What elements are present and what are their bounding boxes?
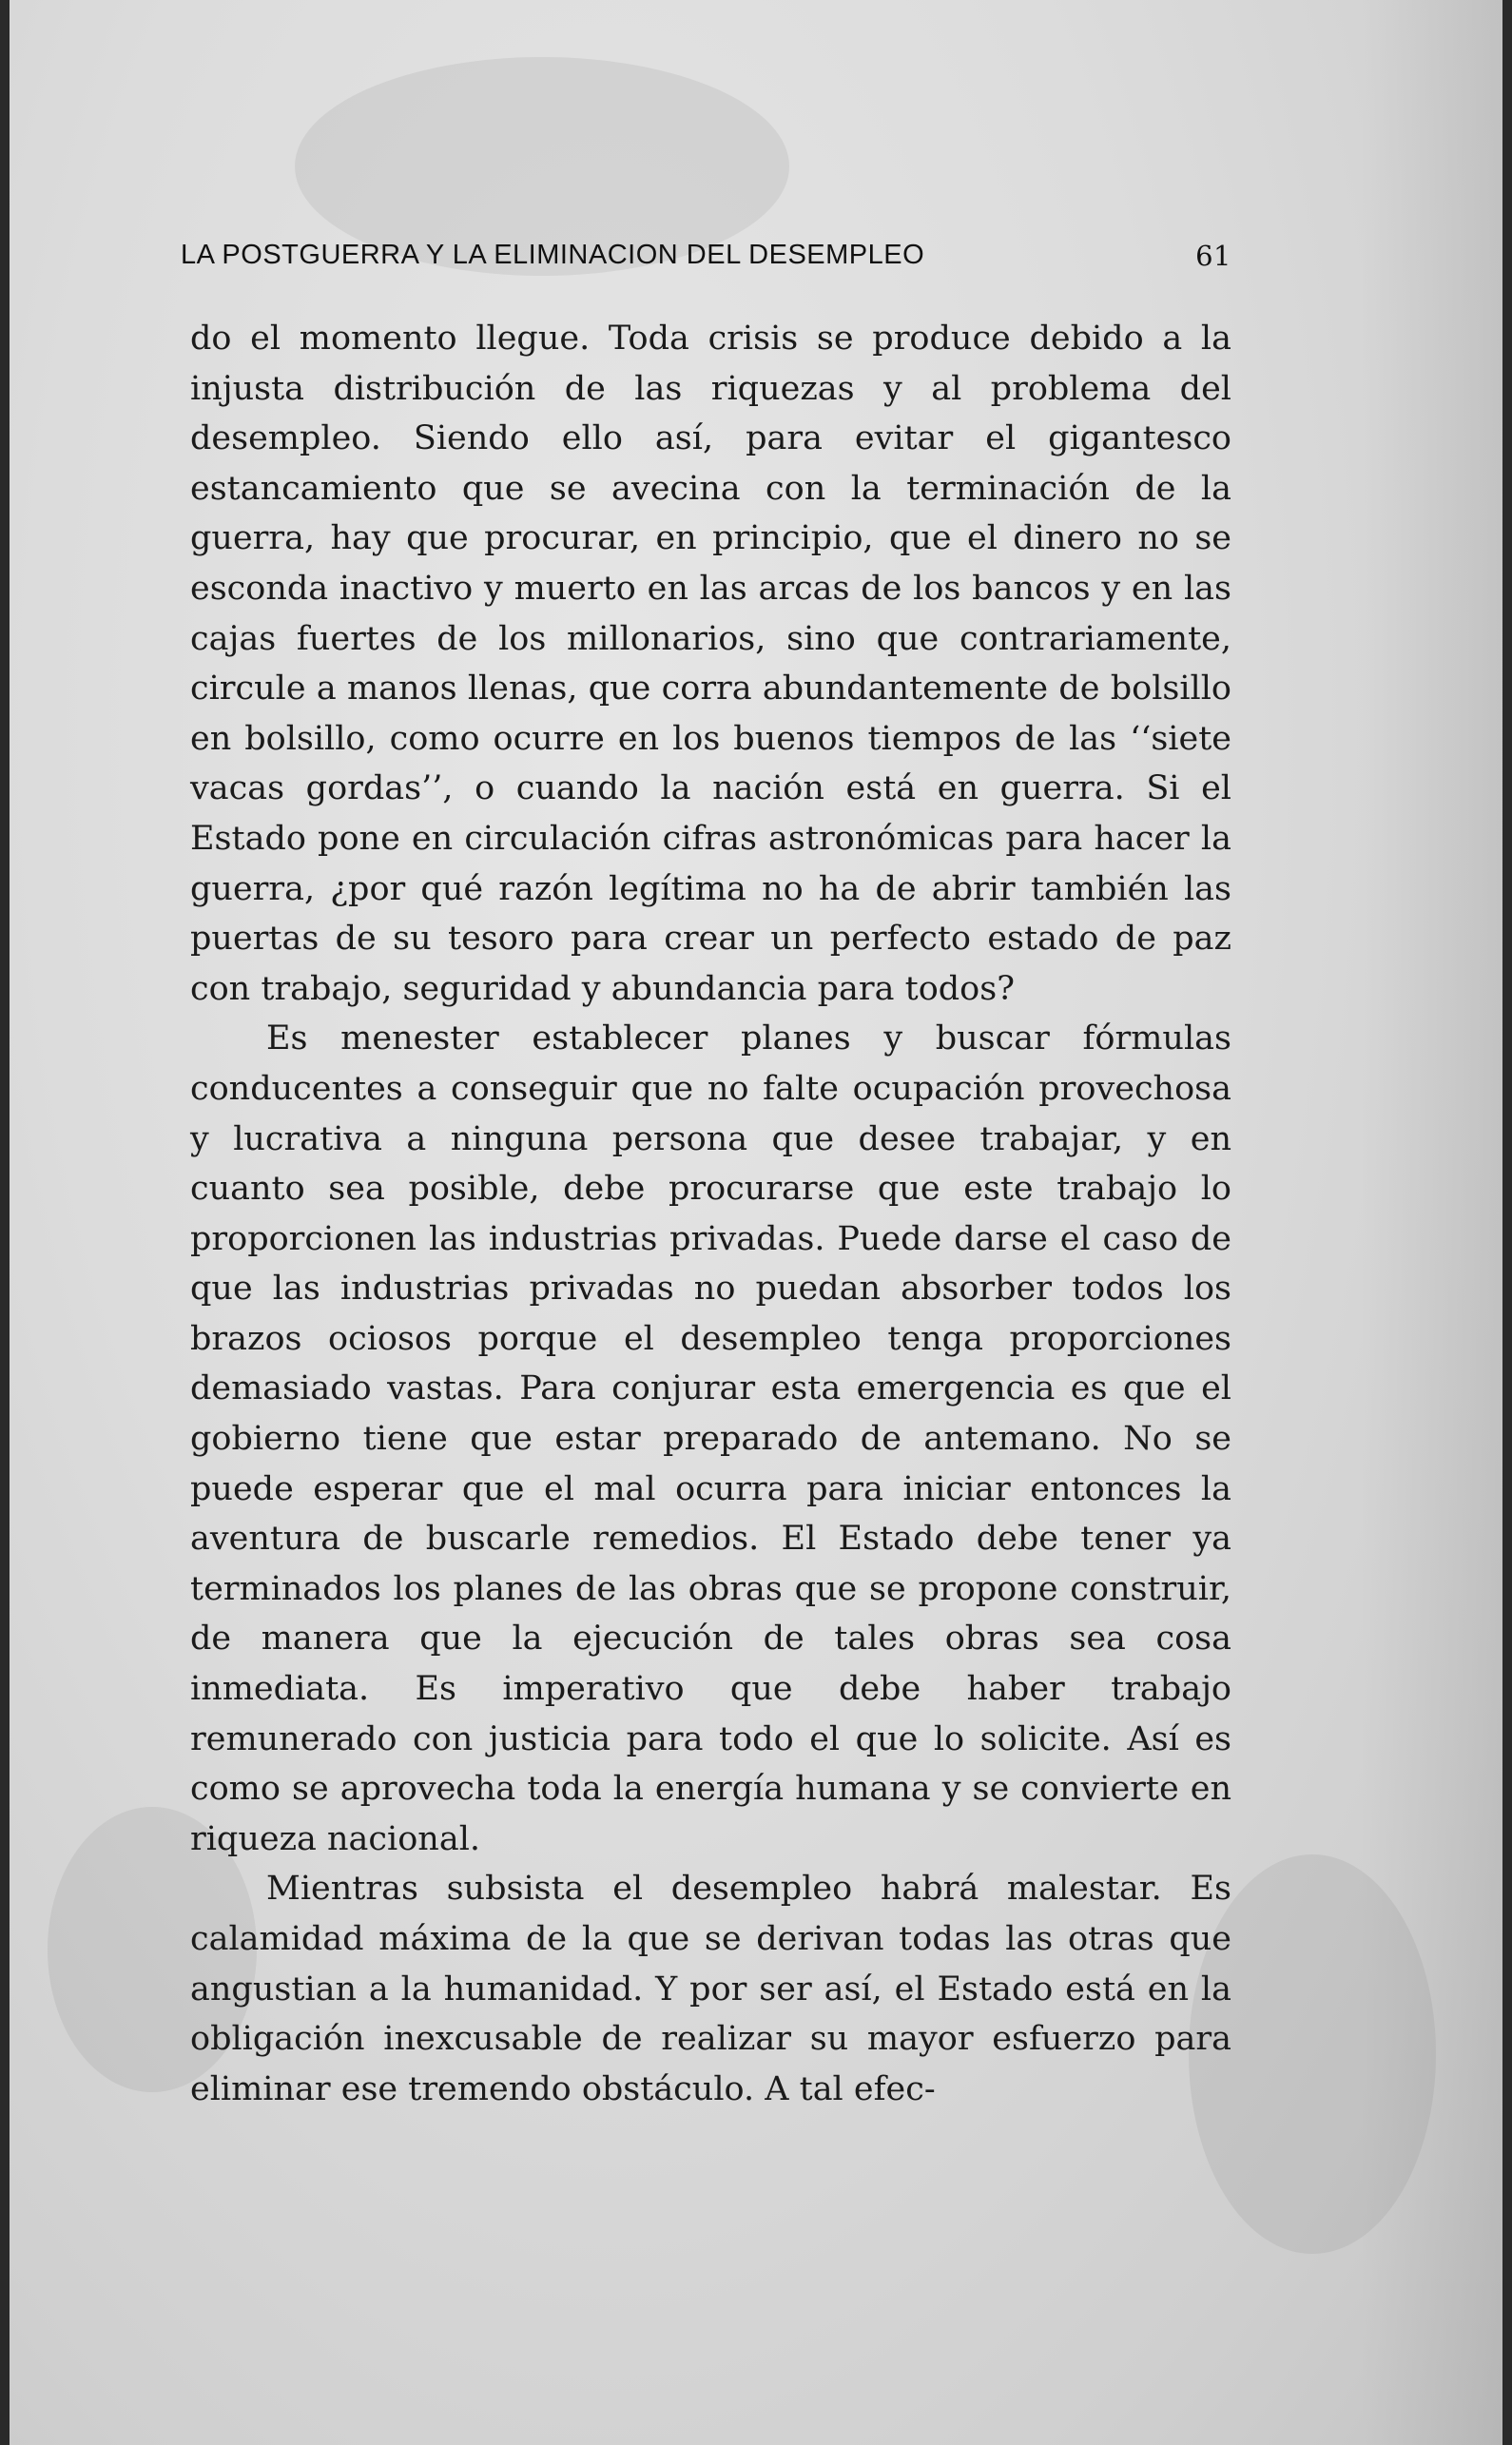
- paragraph: Es menester establecer planes y buscar fórmulas conducentes a conseguir que no falte ocupación provechosa y lucrativa a ninguna persona que desee trabajar, y en cuanto sea posible, debe procurarse que este trabajo lo proporcionen las industrias privadas. Puede darse el caso de que las industrias privadas no puedan absorber todos los brazos ociosos porque el desempleo tenga proporciones demasiado vastas. Para conjurar esta emergencia es que el gobierno tiene que estar preparado de antemano. No se puede esperar que el mal ocurra para iniciar entonces la aventura de buscarle remedios. El Estado debe tener ya terminados los planes de las obras que se propone construir, de manera que la ejecución de tales obras sea cosa inmediata. Es imperativo que debe haber trabajo remunerado con justicia para todo el que lo solicite. Así es como se aprovecha toda la energía humana y se convierte en riqueza nacional.: [190, 1019, 1231, 1858]
- running-head-title: LA POSTGUERRA Y LA ELIMINACION DEL DESEMPLEO: [181, 240, 925, 270]
- book-page: [10, 0, 1502, 2445]
- paragraph: Mientras subsista el desempleo habrá malestar. Es calamidad máxima de la que se derivan todas las otras que angustian a la humanidad. Y por ser así, el Estado está en la obligación inexcusable de realizar su mayor esfuerzo para eliminar ese tremendo obstáculo. A tal efec-: [190, 1870, 1231, 2108]
- running-head: [181, 240, 1231, 287]
- paragraph: do el momento llegue. Toda crisis se produce debido a la injusta distribución de las riquezas y al problema del desempleo. Siendo ello así, para evitar el gigantesco estancamiento que se avecina con la terminación de la guerra, hay que procurar, en principio, que el dinero no se esconda inactivo y muerto en las arcas de los bancos y en las cajas fuertes de los millonarios, sino que contrariamente, circule a manos llenas, que corra abundantemente de bolsillo en bolsillo, como ocurre en los buenos tiempos de las ‘‘siete vacas gordas’’, o cuando la nación está en guerra. Si el Estado pone en circulación cifras astronómicas para hacer la guerra, ¿por qué razón legítima no ha de abrir también las puertas de su tesoro para crear un perfecto estado de paz con trabajo, seguridad y abundancia para todos?: [190, 320, 1231, 1008]
- body-text: [190, 314, 1231, 2114]
- page-number: 61: [1195, 240, 1231, 272]
